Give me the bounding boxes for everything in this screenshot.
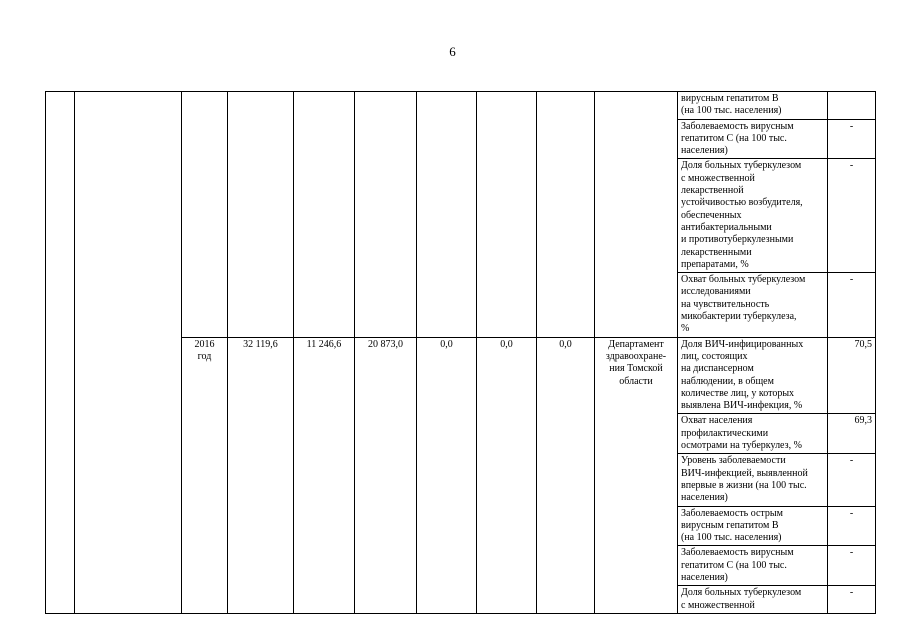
value-cell: -	[828, 273, 876, 337]
indicator-cell: Уровень заболеваемости ВИЧ-инфекцией, выявленной впервые в жизни (на 100 тыс. населения)	[678, 454, 828, 506]
value-cell: 70,5	[828, 337, 876, 414]
value-cell: -	[828, 506, 876, 546]
indicator-cell: Заболеваемость вирусным гепатитом С (на 100 тыс. населения)	[678, 546, 828, 586]
executor-cell: Департамент здравоохране- ния Томской области	[595, 337, 678, 613]
page-number: 6	[449, 44, 456, 59]
indicator-cell: Заболеваемость острым вирусным гепатитом В (на 100 тыс. населения)	[678, 506, 828, 546]
value-cell: -	[828, 546, 876, 586]
value-cell	[828, 92, 876, 120]
extra-budget-cell	[477, 92, 537, 338]
value-cell: -	[828, 159, 876, 273]
regional-budget-cell: 20 873,0	[355, 337, 417, 613]
total-cell: 32 119,6	[228, 337, 294, 613]
federal-budget-cell	[294, 92, 355, 338]
year-cell	[182, 92, 228, 338]
value-cell: -	[828, 119, 876, 159]
indicator-cell: вирусным гепатитом В (на 100 тыс. населения)	[678, 92, 828, 120]
value-cell: -	[828, 586, 876, 614]
federal-budget-cell: 11 246,6	[294, 337, 355, 613]
extra-budget-cell: 0,0	[477, 337, 537, 613]
local-budget-cell: 0,0	[417, 337, 477, 613]
indicator-cell: Доля больных туберкулезом с множественной	[678, 586, 828, 614]
other-cell	[537, 92, 595, 338]
executor-cell	[595, 92, 678, 338]
indicator-cell: Охват населения профилактическими осмотрами на туберкулез, %	[678, 414, 828, 454]
program-table	[45, 91, 876, 614]
total-cell	[228, 92, 294, 338]
indicator-cell: Доля ВИЧ-инфицированных лиц, состоящих на диспансерном наблюдении, в общем количестве лиц, у которых выявлена ВИЧ-инфекция, %	[678, 337, 828, 414]
regional-budget-cell	[355, 92, 417, 338]
local-budget-cell	[417, 92, 477, 338]
year-cell: 2016 год	[182, 337, 228, 613]
event-name-cell	[75, 92, 182, 614]
other-cell: 0,0	[537, 337, 595, 613]
value-cell: 69,3	[828, 414, 876, 454]
number-cell	[46, 92, 75, 614]
value-cell: -	[828, 454, 876, 506]
indicator-cell: Доля больных туберкулезом с множественной лекарственной устойчивостью возбудителя, обеспеченных антибактериальными и противотуберкулезными лекарственными препаратами, %	[678, 159, 828, 273]
indicator-cell: Заболеваемость вирусным гепатитом С (на 100 тыс. населения)	[678, 119, 828, 159]
table-row	[46, 92, 876, 120]
indicator-cell: Охват больных туберкулезом исследованиями на чувствительность микобактерии туберкулеза, %	[678, 273, 828, 337]
